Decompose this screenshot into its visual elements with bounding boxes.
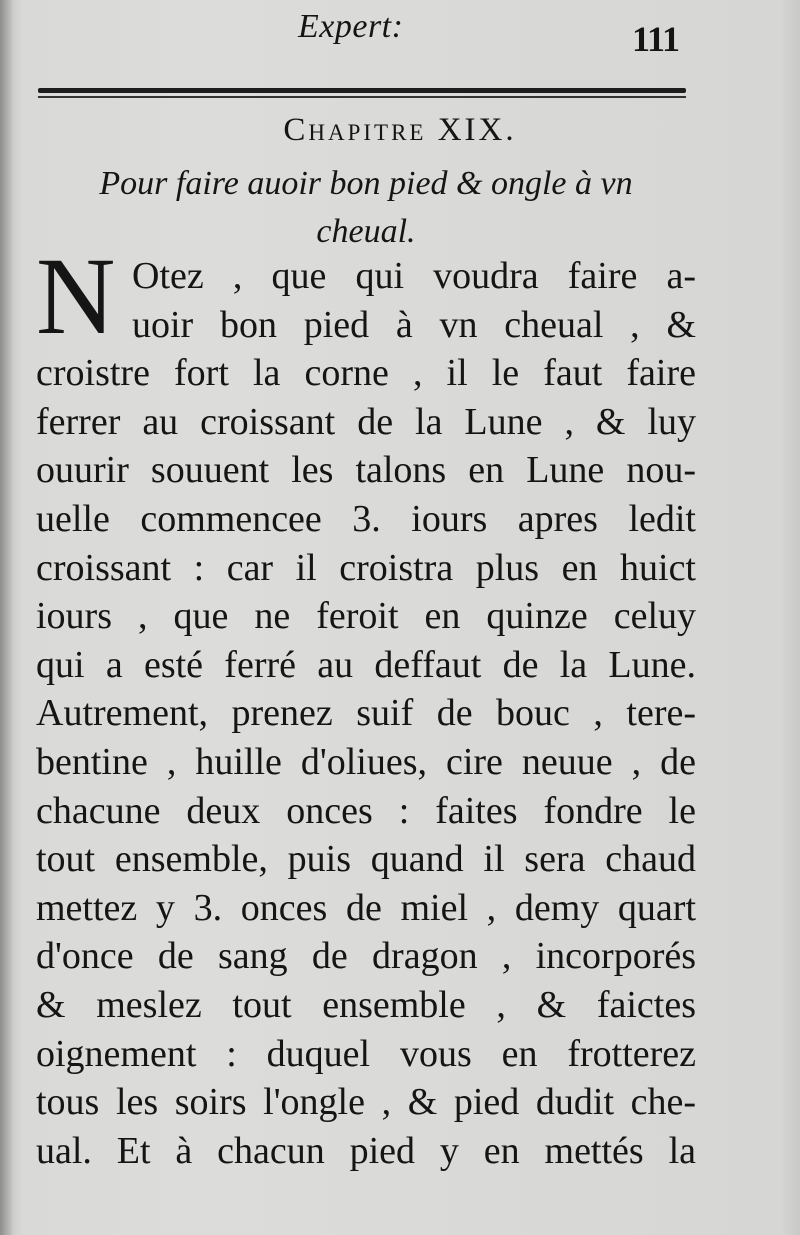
chapter-title-line: cheual. [316, 213, 416, 250]
text-line: Autrement, prenez suif de bouc , tere- [36, 692, 696, 735]
chapter-title [36, 160, 696, 256]
text-line: croissant : car il croistra plus en huict [36, 546, 696, 589]
running-head [0, 6, 800, 66]
text-line: mettez y 3. onces de miel , demy quart [36, 886, 696, 929]
spine-shadow [0, 0, 14, 1235]
chapter-title-line: Pour faire auoir bon pied & ongle à vn [99, 165, 633, 202]
body-text [36, 252, 696, 1175]
page-number: 111 [632, 19, 680, 59]
text-line: uelle commencee 3. iours apres ledit [36, 497, 696, 540]
text-line: iours , que ne feroit en quinze celuy [36, 595, 696, 638]
text-line: Otez , que qui voudra faire a- [132, 255, 696, 297]
text-line: bentine , huille d'oliues, cire neuue , de [36, 740, 696, 783]
header-rule [38, 88, 686, 93]
drop-cap: N [36, 235, 116, 357]
text-line: qui a esté ferré au deffaut de la Lune. [36, 643, 696, 686]
text-line: ouurir souuent les talons en Lune nou- [36, 449, 696, 492]
text-line: croistre fort la corne , il le faut faire [36, 352, 696, 395]
text-line: d'once de sang de dragon , incorporés [36, 935, 696, 978]
text-line: oignement : duquel vous en frotterez [36, 1032, 696, 1075]
text-line: uoir bon pied à vn cheual , & [132, 303, 696, 346]
chapter-heading-text: Chapitre XIX. [283, 112, 517, 148]
text-line: tous les soirs l'ongle , & pied dudit che- [36, 1081, 696, 1124]
running-head-word: Expert: [298, 8, 404, 45]
chapter-heading [0, 112, 800, 149]
text-line: chacune deux onces : faites fondre le [36, 789, 696, 832]
text-line: ferrer au croissant de la Lune , & luy [36, 400, 696, 443]
text-line: tout ensemble, puis quand il sera chaud [36, 838, 696, 881]
text-line: ual. Et à chacun pied y en mettés la [36, 1129, 696, 1172]
text-line: & meslez tout ensemble , & faictes [36, 983, 696, 1026]
